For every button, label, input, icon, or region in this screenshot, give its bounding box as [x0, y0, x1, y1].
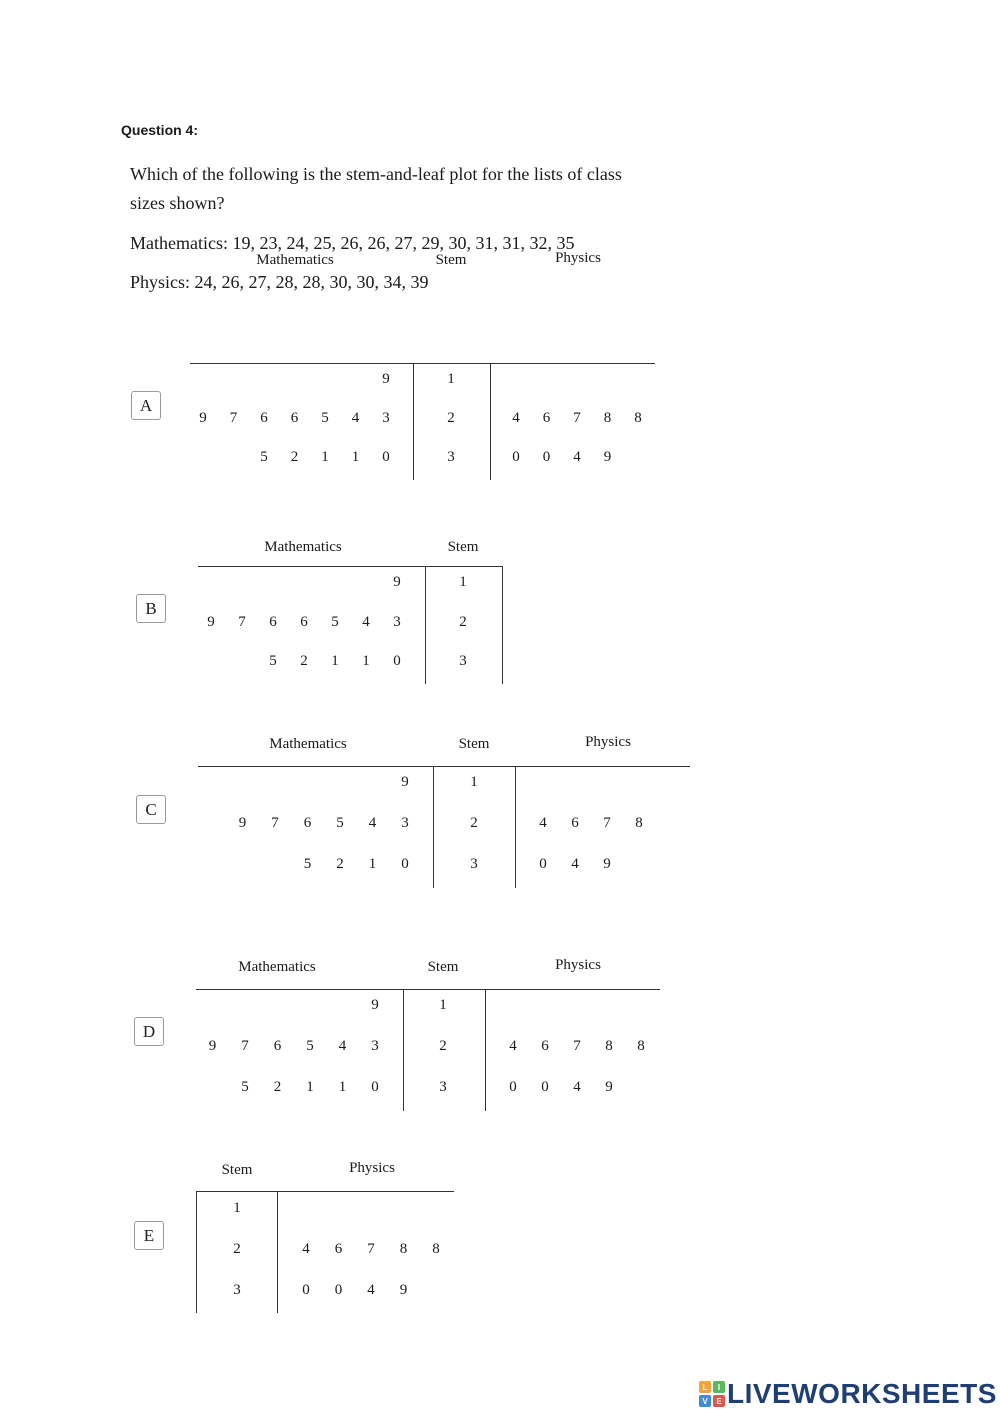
stem-value: 2 — [470, 815, 478, 831]
math-leaf: 7 — [229, 410, 238, 426]
header-physics: Physics — [349, 1160, 395, 1176]
math-leaf: 3 — [401, 815, 409, 831]
header-rule — [196, 989, 660, 990]
stem-left-rule — [425, 566, 426, 684]
physics-leaf: 0 — [539, 856, 547, 872]
physics-leaf: 9 — [399, 1282, 408, 1298]
stem-left-rule — [403, 989, 404, 1111]
physics-leaf: 0 — [334, 1282, 343, 1298]
physics-leaf: 8 — [635, 815, 643, 831]
stem-right-rule — [490, 363, 491, 480]
math-leaf: 0 — [382, 449, 390, 465]
math-leaf: 3 — [382, 410, 390, 426]
math-leaf: 2 — [300, 653, 308, 669]
physics-leaf: 4 — [512, 410, 520, 426]
math-leaf: 7 — [241, 1038, 249, 1054]
physics-leaf: 8 — [605, 1038, 613, 1054]
math-leaf: 9 — [371, 997, 379, 1013]
header-stem: Stem — [427, 959, 459, 975]
physics-leaf: 0 — [509, 1079, 517, 1095]
header-mathematics: Mathematics — [256, 252, 334, 268]
math-leaf: 6 — [269, 614, 277, 630]
math-leaf: 0 — [393, 653, 401, 669]
question-text-line1: Which of the following is the stem-and-leaf plot for the lists of class — [130, 164, 622, 184]
option-c-button[interactable]: C — [136, 795, 166, 824]
physics-leaf: 0 — [541, 1079, 549, 1095]
physics-leaf: 8 — [399, 1241, 408, 1257]
physics-leaf: 4 — [539, 815, 547, 831]
physics-leaf: 7 — [603, 815, 611, 831]
physics-list: Physics: 24, 26, 27, 28, 28, 30, 30, 34, 39 — [130, 272, 429, 292]
physics-leaf: 4 — [367, 1282, 375, 1298]
math-leaf: 2 — [290, 449, 299, 465]
svg-text:I: I — [717, 1383, 721, 1392]
liveworksheets-logo-icon — [699, 1381, 725, 1407]
math-leaf: 6 — [260, 410, 268, 426]
math-leaf: 9 — [199, 410, 207, 426]
header-stem: Stem — [458, 736, 490, 752]
math-leaf: 4 — [362, 614, 370, 630]
physics-leaf: 4 — [573, 449, 581, 465]
stem-value: 2 — [439, 1038, 447, 1054]
math-leaf: 5 — [303, 856, 312, 872]
stem-value: 3 — [447, 449, 455, 465]
stem-value: 1 — [233, 1200, 241, 1216]
header-rule — [190, 363, 655, 364]
math-leaf: 4 — [338, 1038, 347, 1054]
physics-leaf: 8 — [637, 1038, 645, 1054]
stem-value: 1 — [439, 997, 447, 1013]
header-physics: Physics — [555, 250, 601, 266]
math-leaf: 4 — [368, 815, 377, 831]
brand-logo — [699, 1378, 997, 1410]
math-leaf: 6 — [303, 815, 312, 831]
math-leaf: 0 — [371, 1079, 379, 1095]
option-b-button[interactable]: B — [136, 594, 166, 623]
physics-leaf: 0 — [542, 449, 551, 465]
math-leaf: 9 — [393, 574, 401, 590]
math-leaf: 7 — [271, 815, 279, 831]
header-mathematics: Mathematics — [269, 736, 347, 752]
stem-right-rule — [277, 1191, 278, 1313]
stem-value: 3 — [233, 1282, 241, 1298]
header-rule — [198, 766, 690, 767]
header-rule — [196, 1191, 454, 1192]
math-leaf: 5 — [269, 653, 277, 669]
physics-leaf: 4 — [573, 1079, 581, 1095]
math-leaf: 1 — [321, 449, 329, 465]
header-stem: Stem — [221, 1162, 253, 1178]
stem-value: 2 — [233, 1241, 241, 1257]
stem-left-rule — [433, 766, 434, 888]
svg-text:L: L — [702, 1383, 708, 1392]
question-text-line2: sizes shown? — [130, 193, 225, 213]
math-leaf: 9 — [382, 371, 390, 387]
math-leaf: 2 — [336, 856, 344, 872]
math-leaf: 2 — [273, 1079, 282, 1095]
stem-value: 3 — [459, 653, 467, 669]
math-leaf: 9 — [207, 614, 215, 630]
header-physics: Physics — [555, 957, 601, 973]
math-leaf: 7 — [238, 614, 246, 630]
physics-leaf: 8 — [634, 410, 642, 426]
stem-left-rule — [196, 1191, 197, 1313]
math-leaf: 6 — [273, 1038, 282, 1054]
stem-value: 2 — [447, 410, 455, 426]
stem-value: 3 — [439, 1079, 447, 1095]
stem-value: 3 — [470, 856, 478, 872]
math-leaf: 4 — [351, 410, 360, 426]
question-label: Question 4: — [121, 122, 199, 138]
svg-text:E: E — [716, 1397, 722, 1406]
math-leaf: 9 — [238, 815, 247, 831]
physics-leaf: 0 — [302, 1282, 310, 1298]
svg-text:V: V — [702, 1397, 708, 1406]
physics-leaf: 6 — [541, 1038, 549, 1054]
physics-leaf: 6 — [334, 1241, 343, 1257]
physics-leaf: 8 — [603, 410, 612, 426]
math-leaf: 9 — [208, 1038, 217, 1054]
physics-leaf: 4 — [571, 856, 579, 872]
physics-leaf: 8 — [432, 1241, 440, 1257]
physics-leaf: 9 — [603, 449, 612, 465]
math-leaf: 5 — [336, 815, 344, 831]
option-e-button[interactable]: E — [134, 1221, 164, 1250]
header-mathematics: Mathematics — [238, 959, 316, 975]
stem-right-rule — [515, 766, 516, 888]
header-mathematics: Mathematics — [264, 539, 342, 555]
physics-leaf: 6 — [542, 410, 551, 426]
physics-leaf: 7 — [573, 410, 581, 426]
option-d-button[interactable]: D — [134, 1017, 164, 1046]
math-leaf: 5 — [331, 614, 339, 630]
physics-leaf: 7 — [573, 1038, 581, 1054]
physics-leaf: 0 — [512, 449, 520, 465]
brand-name: LIVEWORKSHEETS — [727, 1378, 997, 1409]
physics-leaf: 9 — [605, 1079, 613, 1095]
physics-leaf: 4 — [509, 1038, 517, 1054]
physics-leaf: 7 — [367, 1241, 375, 1257]
math-leaf: 1 — [362, 653, 370, 669]
stem-value: 1 — [459, 574, 467, 590]
math-leaf: 5 — [321, 410, 329, 426]
header-stem: Stem — [435, 252, 467, 268]
stem-left-rule — [413, 363, 414, 480]
stem-value: 1 — [470, 774, 478, 790]
math-leaf: 1 — [338, 1079, 347, 1095]
option-a-button[interactable]: A — [131, 391, 161, 420]
header-physics: Physics — [585, 734, 631, 750]
math-leaf: 5 — [260, 449, 268, 465]
math-leaf: 3 — [371, 1038, 379, 1054]
math-leaf: 6 — [290, 410, 299, 426]
math-leaf: 5 — [241, 1079, 249, 1095]
header-rule — [198, 566, 503, 567]
physics-leaf: 6 — [571, 815, 579, 831]
math-leaf: 1 — [351, 449, 360, 465]
physics-leaf: 9 — [603, 856, 611, 872]
physics-leaf: 4 — [302, 1241, 310, 1257]
math-leaf: 1 — [306, 1079, 314, 1095]
math-leaf: 3 — [393, 614, 401, 630]
stem-value: 1 — [447, 371, 455, 387]
math-leaf: 9 — [401, 774, 409, 790]
header-stem: Stem — [447, 539, 479, 555]
stem-value: 2 — [459, 614, 467, 630]
math-leaf: 0 — [401, 856, 409, 872]
math-leaf: 5 — [306, 1038, 314, 1054]
math-leaf: 1 — [331, 653, 339, 669]
math-leaf: 1 — [368, 856, 377, 872]
stem-right-rule — [485, 989, 486, 1111]
math-leaf: 6 — [300, 614, 308, 630]
stem-right-rule — [502, 566, 503, 684]
mathematics-list: Mathematics: 19, 23, 24, 25, 26, 26, 27, 29, 30, 31, 31, 32, 35 — [130, 233, 575, 253]
